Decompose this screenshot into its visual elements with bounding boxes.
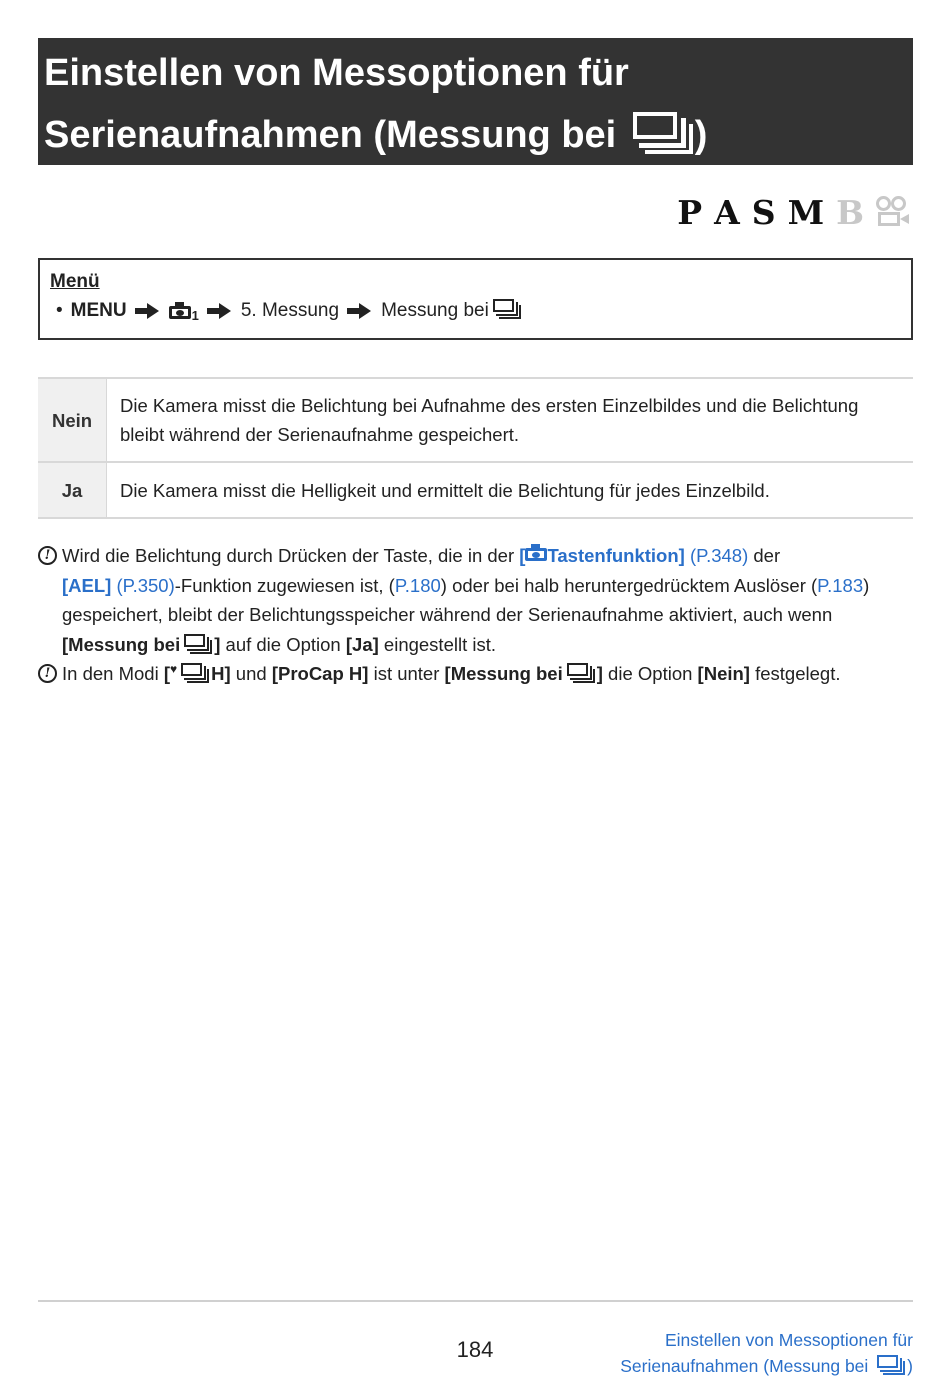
title-line-2 — [44, 104, 913, 166]
setting-text: [Messung bei — [444, 663, 563, 684]
page-ref-link[interactable]: (P.350) — [116, 574, 175, 596]
link-bracket: [ — [519, 545, 526, 566]
menu-bullet: • — [56, 300, 63, 321]
menu-path — [50, 296, 901, 326]
note-icon: ! — [38, 664, 57, 683]
note-text: Wird die Belichtung durch Drücken der Taste, die in der — [62, 545, 520, 566]
arrow-right-icon — [207, 303, 231, 319]
note-text: ist unter — [368, 663, 445, 684]
sequential-shooting-icon — [877, 1355, 905, 1375]
footer-section-link[interactable] — [620, 1327, 913, 1379]
note-text: ) oder bei halb heruntergedrücktem Auslöser ( — [440, 574, 818, 596]
setting-name — [62, 634, 220, 655]
menu-path-box — [38, 258, 913, 340]
page-number: 184 — [456, 1337, 494, 1362]
options-table — [38, 377, 913, 519]
menu-step: 5. Messung — [240, 300, 340, 321]
sequential-shooting-icon — [493, 299, 521, 319]
note-text: eingestellt ist. — [378, 633, 497, 655]
tastenfunktion-link[interactable] — [519, 545, 685, 566]
note-2 — [38, 659, 908, 692]
table-row — [38, 462, 913, 518]
sequential-shooting-icon — [567, 663, 595, 683]
note-1 — [38, 541, 908, 659]
note-text: auf die Option — [220, 633, 346, 655]
footer-link-line-2 — [620, 1353, 913, 1379]
page-ref-link[interactable]: (P.348) — [689, 545, 749, 566]
option-name: Ja — [38, 462, 107, 518]
camera-icon — [169, 302, 191, 320]
setting-bracket: ] — [214, 633, 221, 655]
link-text: Tastenfunktion] — [547, 545, 685, 566]
footer-link-line-1: Einstellen von Messoptionen für — [664, 1330, 913, 1350]
footer-link-text: Serienaufnahmen (Messung bei — [620, 1356, 874, 1376]
page-title — [38, 38, 913, 165]
note-text: die Option — [602, 663, 698, 684]
setting-value: [Ja] — [345, 633, 379, 655]
heart-icon: ♥ — [170, 662, 178, 676]
menu-heading: Menü — [50, 271, 100, 292]
movie-camera-icon — [874, 195, 910, 229]
note-text: festgelegt. — [749, 663, 841, 684]
option-description: Die Kamera misst die Helligkeit und ermittelt die Belichtung für jedes Einzelbild. — [120, 479, 770, 501]
sequential-shooting-icon — [633, 112, 693, 154]
title-line-1: Einstellen von Messoptionen für — [44, 52, 629, 94]
footer-link-end: ) — [907, 1356, 913, 1376]
arrow-right-icon — [347, 303, 371, 319]
option-description: Die Kamera misst die Belichtung bei Aufnahme des ersten Einzelbildes und die Belichtung bleibt während der Serienaufnahme gespeichert. — [120, 395, 859, 445]
page-ref-link[interactable]: P.180 — [394, 574, 441, 596]
mode-s: S — [751, 192, 782, 232]
option-name: Nein — [38, 378, 107, 462]
notes — [38, 541, 908, 692]
mode-name — [164, 663, 231, 684]
page-ref-link[interactable]: P.183 — [817, 574, 864, 596]
ael-link[interactable]: [AEL] — [62, 574, 112, 596]
shooting-modes — [671, 188, 910, 236]
mode-m: M — [787, 192, 831, 232]
table-row — [38, 378, 913, 462]
note-text: und — [230, 663, 272, 684]
note-text: -Funktion zugewiesen ist, ( — [174, 574, 395, 596]
title-line-2-end: ) — [694, 114, 708, 156]
camera-tab-number: 1 — [191, 308, 199, 323]
setting-value: [Nein] — [697, 663, 750, 684]
sequential-shooting-icon — [181, 663, 209, 683]
footer-divider — [38, 1300, 913, 1302]
mode-name: [ProCap H] — [271, 663, 369, 684]
setting-bracket: ] — [596, 663, 603, 684]
camera-icon — [525, 544, 547, 562]
note-text: ) gespeichert, bleibt der Belichtungsspeicher während der Serienaufnahme aktiviert, auch wenn — [62, 574, 870, 625]
mode-suffix: H] — [211, 663, 231, 684]
mode-p: P — [677, 192, 709, 232]
mode-bracket: [ — [163, 663, 170, 684]
mode-a: A — [714, 192, 746, 232]
menu-item: Messung bei — [381, 300, 489, 321]
note-icon: ! — [38, 546, 57, 565]
note-text: In den Modi — [62, 663, 164, 684]
setting-text: [Messung bei — [62, 633, 181, 655]
sequential-shooting-icon — [184, 634, 212, 654]
menu-label: MENU — [70, 300, 127, 321]
setting-name — [445, 663, 603, 684]
mode-b: B — [836, 192, 870, 232]
note-text: der — [748, 545, 781, 566]
arrow-right-icon — [135, 303, 159, 319]
title-line-2-text: Serienaufnahmen (Messung bei — [44, 114, 627, 156]
